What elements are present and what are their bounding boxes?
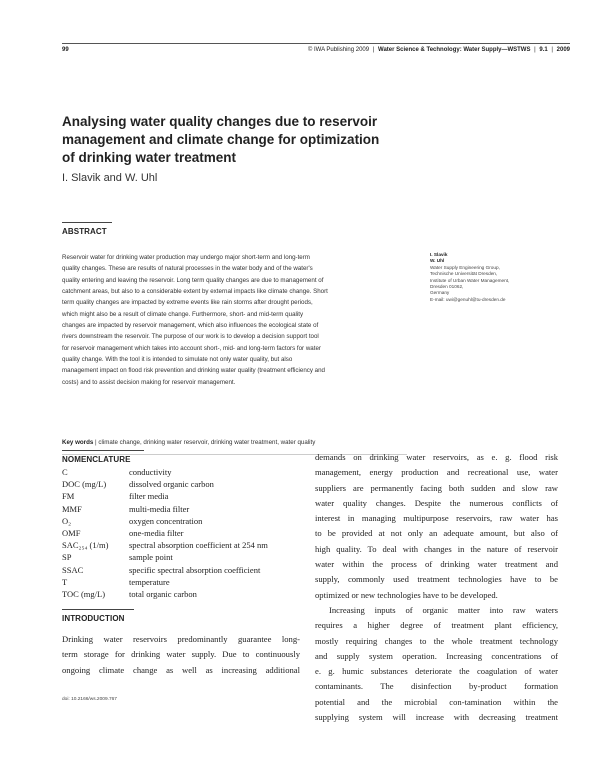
nomenclature-definition: temperature xyxy=(129,576,170,587)
introduction-line: Drinking water reservoirs predominantly guarantee long- xyxy=(62,634,300,644)
body-line: Increasing inputs of organic matter into raw waters xyxy=(329,604,558,615)
nomenclature-definition: dissolved organic carbon xyxy=(129,479,214,490)
title-line: Analysing water quality changes due to reservoir xyxy=(62,114,378,129)
body-line: interest in managing multipurpose reservoirs, raw water has xyxy=(315,513,558,524)
affiliation-line: Germany xyxy=(430,290,450,296)
nomenclature-definition: filter media xyxy=(129,491,169,502)
nomenclature-symbol: SP xyxy=(62,552,72,563)
abstract-line: Reservoir water for drinking water production may undergo major short-term and long-term xyxy=(62,254,310,261)
nomenclature-rule xyxy=(62,450,144,451)
body-line: requires a higher degree of treatment plant efficiency, xyxy=(315,620,558,631)
affiliation-name: I. Slavik xyxy=(430,252,448,257)
authors: I. Slavik and W. Uhl xyxy=(62,172,158,184)
body-line: water quality changes. Despite the numerous conflicts of xyxy=(315,497,558,508)
body-line: contaminants. The disinfection by-product formation xyxy=(315,681,558,692)
nomenclature-item xyxy=(62,466,302,478)
nomenclature-item xyxy=(62,503,302,515)
abstract-line: quality changes. These are results of natural processes in the water body and of the water's xyxy=(62,265,313,273)
abstract-line: which might also be a result of climate change. Furthermore, short- and mid-term quality xyxy=(62,310,304,318)
introduction-text xyxy=(62,632,300,678)
body-line: e. g. humic substances deteriorate the coagulation of water xyxy=(315,666,558,677)
affiliation-line: Technische Universität Dresden, xyxy=(430,271,498,277)
nomenclature-symbol: MMF xyxy=(62,503,82,514)
body-line: to be provided at not only an adequate amount, but also of xyxy=(315,528,558,539)
body-line: and supply system operation. Increasing concentrations of xyxy=(315,650,558,661)
journal-info: © IWA Publishing 2009 | Water Science & Technology: Water Supply—WSTWS | 9.1 | 2009 xyxy=(307,47,570,53)
nomenclature-definition: oxygen concentration xyxy=(129,515,203,526)
nomenclature-definition: sample point xyxy=(129,552,173,563)
nomenclature-symbol: OMF xyxy=(62,527,81,538)
affiliation-email: E-mail: uwi@genuhl@tu-dresden.de xyxy=(430,296,506,302)
nomenclature-list xyxy=(62,466,302,600)
body-line: mostly requiring changes to the whole treatment technology xyxy=(315,635,558,646)
nomenclature-definition: specific spectral absorption coefficient xyxy=(129,564,261,575)
page-number: 99 xyxy=(62,47,69,53)
abstract-line: changes are impacted by reservoir management, which also influences the ecological state of xyxy=(62,322,319,330)
body-line: management, energy production and recreational use, water xyxy=(315,467,558,478)
volume: 9.1 xyxy=(539,47,548,53)
title-line: of drinking water treatment xyxy=(62,150,237,165)
nomenclature-definition: total organic carbon xyxy=(129,588,197,599)
keywords-label: Key words xyxy=(62,439,94,446)
affiliation-line: Dresden 01062, xyxy=(430,284,464,290)
abstract-line: quality entering and leaving the reservoir. Long term quality changes are due to management of xyxy=(62,276,324,284)
right-column-text xyxy=(315,450,558,725)
abstract-line: management impact on flood risk prevention and drinking water quality (treatment efficiency and xyxy=(62,367,325,375)
nomenclature-definition: multi-media filter xyxy=(129,503,190,514)
body-line: suppliers are permanently facing both sudden and slow raw xyxy=(315,482,558,493)
nomenclature-item xyxy=(62,588,302,600)
title-line: management and climate change for optimization xyxy=(62,132,380,147)
nomenclature-symbol: T xyxy=(62,576,68,587)
nomenclature-item xyxy=(62,490,302,502)
journal-name: Water Science & Technology: Water Supply—WSTWS xyxy=(378,47,531,53)
paper-title xyxy=(62,113,402,167)
nomenclature-symbol: FM xyxy=(62,491,75,502)
affiliation-name: W. Uhl xyxy=(430,258,445,264)
abstract-line: costs) and to assist decision making for reservoir management. xyxy=(62,378,236,386)
body-line: demands on drinking water reservoirs, as e. g. flood risk xyxy=(315,452,558,462)
running-header xyxy=(62,43,570,58)
nomenclature-symbol: SAC₂₅₄ (1/m) xyxy=(62,540,109,551)
introduction-line: ongoing climate change as well as increasing additional xyxy=(62,664,300,675)
abstract-heading: ABSTRACT xyxy=(62,227,107,236)
body-line: supplying system will increase with decreasing treatment xyxy=(315,712,558,723)
year: 2009 xyxy=(556,47,570,53)
abstract-line: term quality changes are impacted by extreme events like rain storms after drought periods, xyxy=(62,299,313,307)
nomenclature-symbol: C xyxy=(62,467,68,477)
nomenclature-item xyxy=(62,515,302,527)
nomenclature-symbol: O₂ xyxy=(62,515,72,526)
introduction-rule xyxy=(62,609,134,610)
nomenclature-item xyxy=(62,478,302,490)
nomenclature-item xyxy=(62,576,302,588)
copyright: © IWA Publishing 2009 xyxy=(307,47,370,53)
nomenclature-definition: spectral absorption coefficient at 254 nm xyxy=(129,540,268,551)
abstract-line: catchment areas, but also to a considerable extent by external impacts like climate change. Short xyxy=(62,288,328,296)
introduction-heading: INTRODUCTION xyxy=(62,614,125,623)
abstract-rule xyxy=(62,222,112,223)
abstract-line: rivers downstream the reservoir. The purpose of our work is to develop a decision support tool xyxy=(62,333,319,341)
affiliation xyxy=(430,252,580,303)
nomenclature-item xyxy=(62,551,302,563)
keywords-list: climate change, drinking water reservoir, drinking water treatment, water quality xyxy=(98,439,316,446)
nomenclature-item xyxy=(62,527,302,539)
abstract-line: quality change. With the tool it is intended to simulate not only water quality, but also xyxy=(62,356,293,364)
body-line: supply, commonly used treatment technologies have to be xyxy=(315,574,558,585)
affiliation-line: Water Supply Engineering Group, xyxy=(430,264,500,270)
introduction-line: term storage for drinking water supply. Due to continuously xyxy=(62,649,300,660)
body-line: high quality. To deal with changes in the nature of reservoir xyxy=(315,543,558,554)
nomenclature-definition: one-media filter xyxy=(129,527,184,538)
abstract-line: for reservoir management which takes into account short-, mid- and long-term factors for water xyxy=(62,344,321,352)
abstract-text xyxy=(62,252,407,388)
nomenclature-item xyxy=(62,539,302,551)
body-line: potential and the microbial con-tamination within the xyxy=(315,696,558,707)
nomenclature-symbol: DOC (mg/L) xyxy=(62,479,107,490)
keywords: Key words | climate change, drinking water reservoir, drinking water treatment, water quality xyxy=(62,439,316,446)
nomenclature-heading: NOMENCLATURE xyxy=(62,455,131,464)
doi: doi: 10.2166/ws.2009.767 xyxy=(62,697,117,702)
body-line: water within the process of drinking water treatment and xyxy=(315,559,558,570)
body-line: optimized or new technologies have to be developed. xyxy=(315,589,498,600)
nomenclature-symbol: TOC (mg/L) xyxy=(62,588,106,599)
nomenclature-symbol: SSAC xyxy=(62,564,84,575)
affiliation-line: Institute of Urban Water Management, xyxy=(430,277,510,283)
nomenclature-definition: conductivity xyxy=(129,467,172,477)
nomenclature-item xyxy=(62,564,302,576)
